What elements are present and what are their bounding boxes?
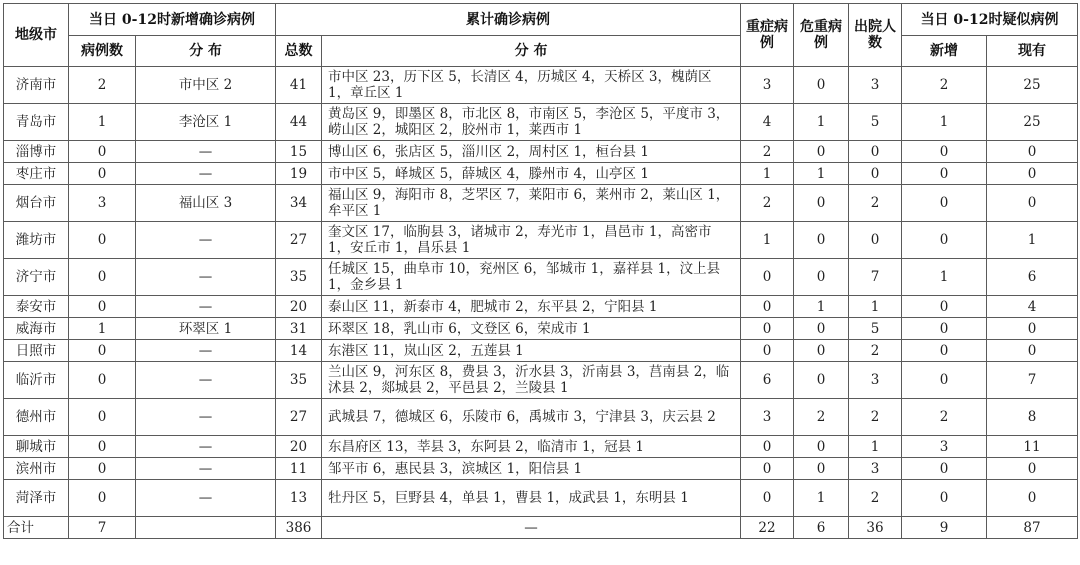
header-critical: 危重病例 [794,4,849,67]
table-row [4,296,1078,318]
discharged-cell: 2 [849,399,902,436]
severe-cell: 0 [741,259,794,296]
suspect-current-cell: 1 [987,222,1078,259]
suspect-new-cell: 3 [902,436,987,458]
critical-cell: 1 [794,104,849,141]
new-distribution-cell: — [136,141,276,163]
cumulative-total-cell: 34 [276,185,322,222]
total-discharged-cell: 36 [849,517,902,539]
new-count-cell: 0 [69,399,136,436]
severe-cell: 4 [741,104,794,141]
header-new-distribution: 分 布 [136,36,276,67]
critical-cell: 0 [794,67,849,104]
city-cell: 威海市 [4,318,69,340]
cumulative-distribution-cell: 任城区 15，曲阜市 10，兖州区 6，邹城市 1，嘉祥县 1，汶上县 1，金乡县 1 [322,259,741,296]
new-count-cell: 0 [69,436,136,458]
discharged-cell: 1 [849,296,902,318]
new-count-cell: 0 [69,480,136,517]
new-count-cell: 0 [69,163,136,185]
table-row [4,104,1078,141]
new-distribution-cell: — [136,480,276,517]
header-suspect-new: 新增 [902,36,987,67]
city-cell: 德州市 [4,399,69,436]
cumulative-distribution-cell: 福山区 9，海阳市 8，芝罘区 7，莱阳市 6，莱州市 2，莱山区 1，牟平区 1 [322,185,741,222]
total-suspect-new-cell: 9 [902,517,987,539]
suspect-new-cell: 0 [902,163,987,185]
suspect-current-cell: 7 [987,362,1078,399]
critical-cell: 0 [794,259,849,296]
suspect-current-cell: 0 [987,458,1078,480]
suspect-new-cell: 2 [902,67,987,104]
suspect-new-cell: 0 [902,141,987,163]
discharged-cell: 2 [849,340,902,362]
header-city: 地级市 [4,4,69,67]
header-suspect-current: 现有 [987,36,1078,67]
suspect-new-cell: 0 [902,480,987,517]
cumulative-distribution-cell: 东港区 11，岚山区 2，五莲县 1 [322,340,741,362]
critical-cell: 0 [794,436,849,458]
city-cell: 枣庄市 [4,163,69,185]
suspect-new-cell: 1 [902,104,987,141]
new-distribution-cell: — [136,163,276,185]
discharged-cell: 2 [849,480,902,517]
cumulative-total-cell: 44 [276,104,322,141]
table-row [4,436,1078,458]
header-discharged: 出院人数 [849,4,902,67]
new-count-cell: 1 [69,104,136,141]
header-new-count: 病例数 [69,36,136,67]
cumulative-distribution-cell: 泰山区 11，新泰市 4，肥城市 2，东平县 2，宁阳县 1 [322,296,741,318]
critical-cell: 0 [794,458,849,480]
table-row [4,141,1078,163]
severe-cell: 0 [741,296,794,318]
total-suspect-current-cell: 87 [987,517,1078,539]
cumulative-distribution-cell: 东昌府区 13，莘县 3，东阿县 2，临清市 1，冠县 1 [322,436,741,458]
cumulative-total-cell: 14 [276,340,322,362]
table-row [4,480,1078,517]
table-row [4,340,1078,362]
severe-cell: 2 [741,141,794,163]
suspect-current-cell: 8 [987,399,1078,436]
header-suspect-group: 当日 0-12时疑似病例 [902,4,1078,36]
cumulative-total-cell: 19 [276,163,322,185]
discharged-cell: 5 [849,318,902,340]
cumulative-distribution-cell: 市中区 5，峄城区 5，薛城区 4，滕州市 4，山亭区 1 [322,163,741,185]
cumulative-distribution-cell: 博山区 6，张店区 5，淄川区 2，周村区 1，桓台县 1 [322,141,741,163]
table-row [4,185,1078,222]
new-count-cell: 0 [69,222,136,259]
table-row [4,222,1078,259]
discharged-cell: 0 [849,222,902,259]
city-cell: 日照市 [4,340,69,362]
new-count-cell: 2 [69,67,136,104]
new-count-cell: 3 [69,185,136,222]
discharged-cell: 3 [849,362,902,399]
total-new-distribution-cell [136,517,276,539]
critical-cell: 0 [794,362,849,399]
suspect-current-cell: 6 [987,259,1078,296]
cumulative-total-cell: 31 [276,318,322,340]
critical-cell: 0 [794,185,849,222]
cumulative-distribution-cell: 兰山区 9，河东区 8，费县 3，沂水县 3，沂南县 3，莒南县 2，临沭县 2，郯城县 2，平邑县 2，兰陵县 1 [322,362,741,399]
new-count-cell: 0 [69,141,136,163]
suspect-current-cell: 0 [987,318,1078,340]
suspect-new-cell: 0 [902,340,987,362]
table-row [4,259,1078,296]
total-city-cell: 合计 [4,517,69,539]
cumulative-total-cell: 20 [276,296,322,318]
city-cell: 临沂市 [4,362,69,399]
new-count-cell: 1 [69,318,136,340]
new-distribution-cell: — [136,296,276,318]
table-row [4,399,1078,436]
city-cell: 青岛市 [4,104,69,141]
critical-cell: 2 [794,399,849,436]
suspect-current-cell: 11 [987,436,1078,458]
new-distribution-cell: — [136,362,276,399]
cumulative-distribution-cell: 奎文区 17，临朐县 3，诸城市 2，寿光市 1，昌邑市 1，高密市 1，安丘市 1，昌乐县 1 [322,222,741,259]
city-cell: 滨州市 [4,458,69,480]
new-distribution-cell: — [136,340,276,362]
table-row [4,458,1078,480]
critical-cell: 0 [794,340,849,362]
total-severe-cell: 22 [741,517,794,539]
suspect-current-cell: 25 [987,104,1078,141]
suspect-new-cell: 0 [902,458,987,480]
cumulative-total-cell: 13 [276,480,322,517]
new-count-cell: 0 [69,362,136,399]
suspect-new-cell: 0 [902,296,987,318]
city-cell: 聊城市 [4,436,69,458]
cumulative-total-cell: 11 [276,458,322,480]
discharged-cell: 0 [849,141,902,163]
city-cell: 淄博市 [4,141,69,163]
new-distribution-cell: 环翠区 1 [136,318,276,340]
city-cell: 济宁市 [4,259,69,296]
cumulative-distribution-cell: 牡丹区 5，巨野县 4，单县 1，曹县 1，成武县 1，东明县 1 [322,480,741,517]
cumulative-total-cell: 27 [276,399,322,436]
total-cumulative-total-cell: 386 [276,517,322,539]
cumulative-total-cell: 15 [276,141,322,163]
header-cumulative-group: 累计确诊病例 [276,4,741,36]
suspect-current-cell: 0 [987,340,1078,362]
cumulative-total-cell: 41 [276,67,322,104]
suspect-current-cell: 0 [987,480,1078,517]
cumulative-total-cell: 35 [276,259,322,296]
table-row [4,67,1078,104]
new-count-cell: 0 [69,458,136,480]
cumulative-distribution-cell: 市中区 23，历下区 5，长清区 4，历城区 4，天桥区 3，槐荫区 1，章丘区 1 [322,67,741,104]
discharged-cell: 7 [849,259,902,296]
discharged-cell: 2 [849,185,902,222]
suspect-new-cell: 0 [902,362,987,399]
critical-cell: 0 [794,141,849,163]
header-cumulative-total: 总数 [276,36,322,67]
new-distribution-cell: — [136,259,276,296]
new-distribution-cell: — [136,436,276,458]
critical-cell: 1 [794,163,849,185]
suspect-new-cell: 2 [902,399,987,436]
severe-cell: 3 [741,399,794,436]
table-row [4,163,1078,185]
critical-cell: 0 [794,318,849,340]
city-cell: 烟台市 [4,185,69,222]
suspect-current-cell: 25 [987,67,1078,104]
city-cell: 济南市 [4,67,69,104]
case-statistics-table [3,3,1078,539]
city-cell: 潍坊市 [4,222,69,259]
suspect-current-cell: 4 [987,296,1078,318]
critical-cell: 1 [794,480,849,517]
cumulative-total-cell: 20 [276,436,322,458]
severe-cell: 1 [741,222,794,259]
severe-cell: 6 [741,362,794,399]
discharged-cell: 1 [849,436,902,458]
suspect-current-cell: 0 [987,163,1078,185]
total-critical-cell: 6 [794,517,849,539]
suspect-new-cell: 0 [902,185,987,222]
new-distribution-cell: 福山区 3 [136,185,276,222]
new-distribution-cell: — [136,399,276,436]
total-new-count-cell: 7 [69,517,136,539]
severe-cell: 1 [741,163,794,185]
suspect-new-cell: 0 [902,318,987,340]
severe-cell: 3 [741,67,794,104]
severe-cell: 0 [741,436,794,458]
new-distribution-cell: — [136,222,276,259]
cumulative-distribution-cell: 环翠区 18，乳山市 6，文登区 6，荣成市 1 [322,318,741,340]
new-distribution-cell: — [136,458,276,480]
header-severe: 重症病例 [741,4,794,67]
discharged-cell: 3 [849,458,902,480]
suspect-current-cell: 0 [987,185,1078,222]
severe-cell: 0 [741,318,794,340]
table-row [4,318,1078,340]
discharged-cell: 3 [849,67,902,104]
header-cumulative-distribution: 分 布 [322,36,741,67]
cumulative-distribution-cell: 邹平市 6，惠民县 3，滨城区 1，阳信县 1 [322,458,741,480]
new-distribution-cell: 市中区 2 [136,67,276,104]
cumulative-distribution-cell: 武城县 7，德城区 6，乐陵市 6，禹城市 3，宁津县 3，庆云县 2 [322,399,741,436]
suspect-new-cell: 1 [902,259,987,296]
critical-cell: 1 [794,296,849,318]
cumulative-distribution-cell: 黄岛区 9，即墨区 8，市北区 8，市南区 5，李沧区 5，平度市 3，崂山区 2，城阳区 2，胶州市 1，莱西市 1 [322,104,741,141]
discharged-cell: 0 [849,163,902,185]
suspect-current-cell: 0 [987,141,1078,163]
severe-cell: 2 [741,185,794,222]
new-distribution-cell: 李沧区 1 [136,104,276,141]
cumulative-total-cell: 27 [276,222,322,259]
city-cell: 泰安市 [4,296,69,318]
suspect-new-cell: 0 [902,222,987,259]
table-row [4,362,1078,399]
header-new-cases-group: 当日 0-12时新增确诊病例 [69,4,276,36]
critical-cell: 0 [794,222,849,259]
total-cumulative-distribution-cell: — [322,517,741,539]
severe-cell: 0 [741,340,794,362]
discharged-cell: 5 [849,104,902,141]
total-row [4,517,1078,539]
new-count-cell: 0 [69,259,136,296]
severe-cell: 0 [741,458,794,480]
new-count-cell: 0 [69,296,136,318]
cumulative-total-cell: 35 [276,362,322,399]
new-count-cell: 0 [69,340,136,362]
city-cell: 菏泽市 [4,480,69,517]
severe-cell: 0 [741,480,794,517]
